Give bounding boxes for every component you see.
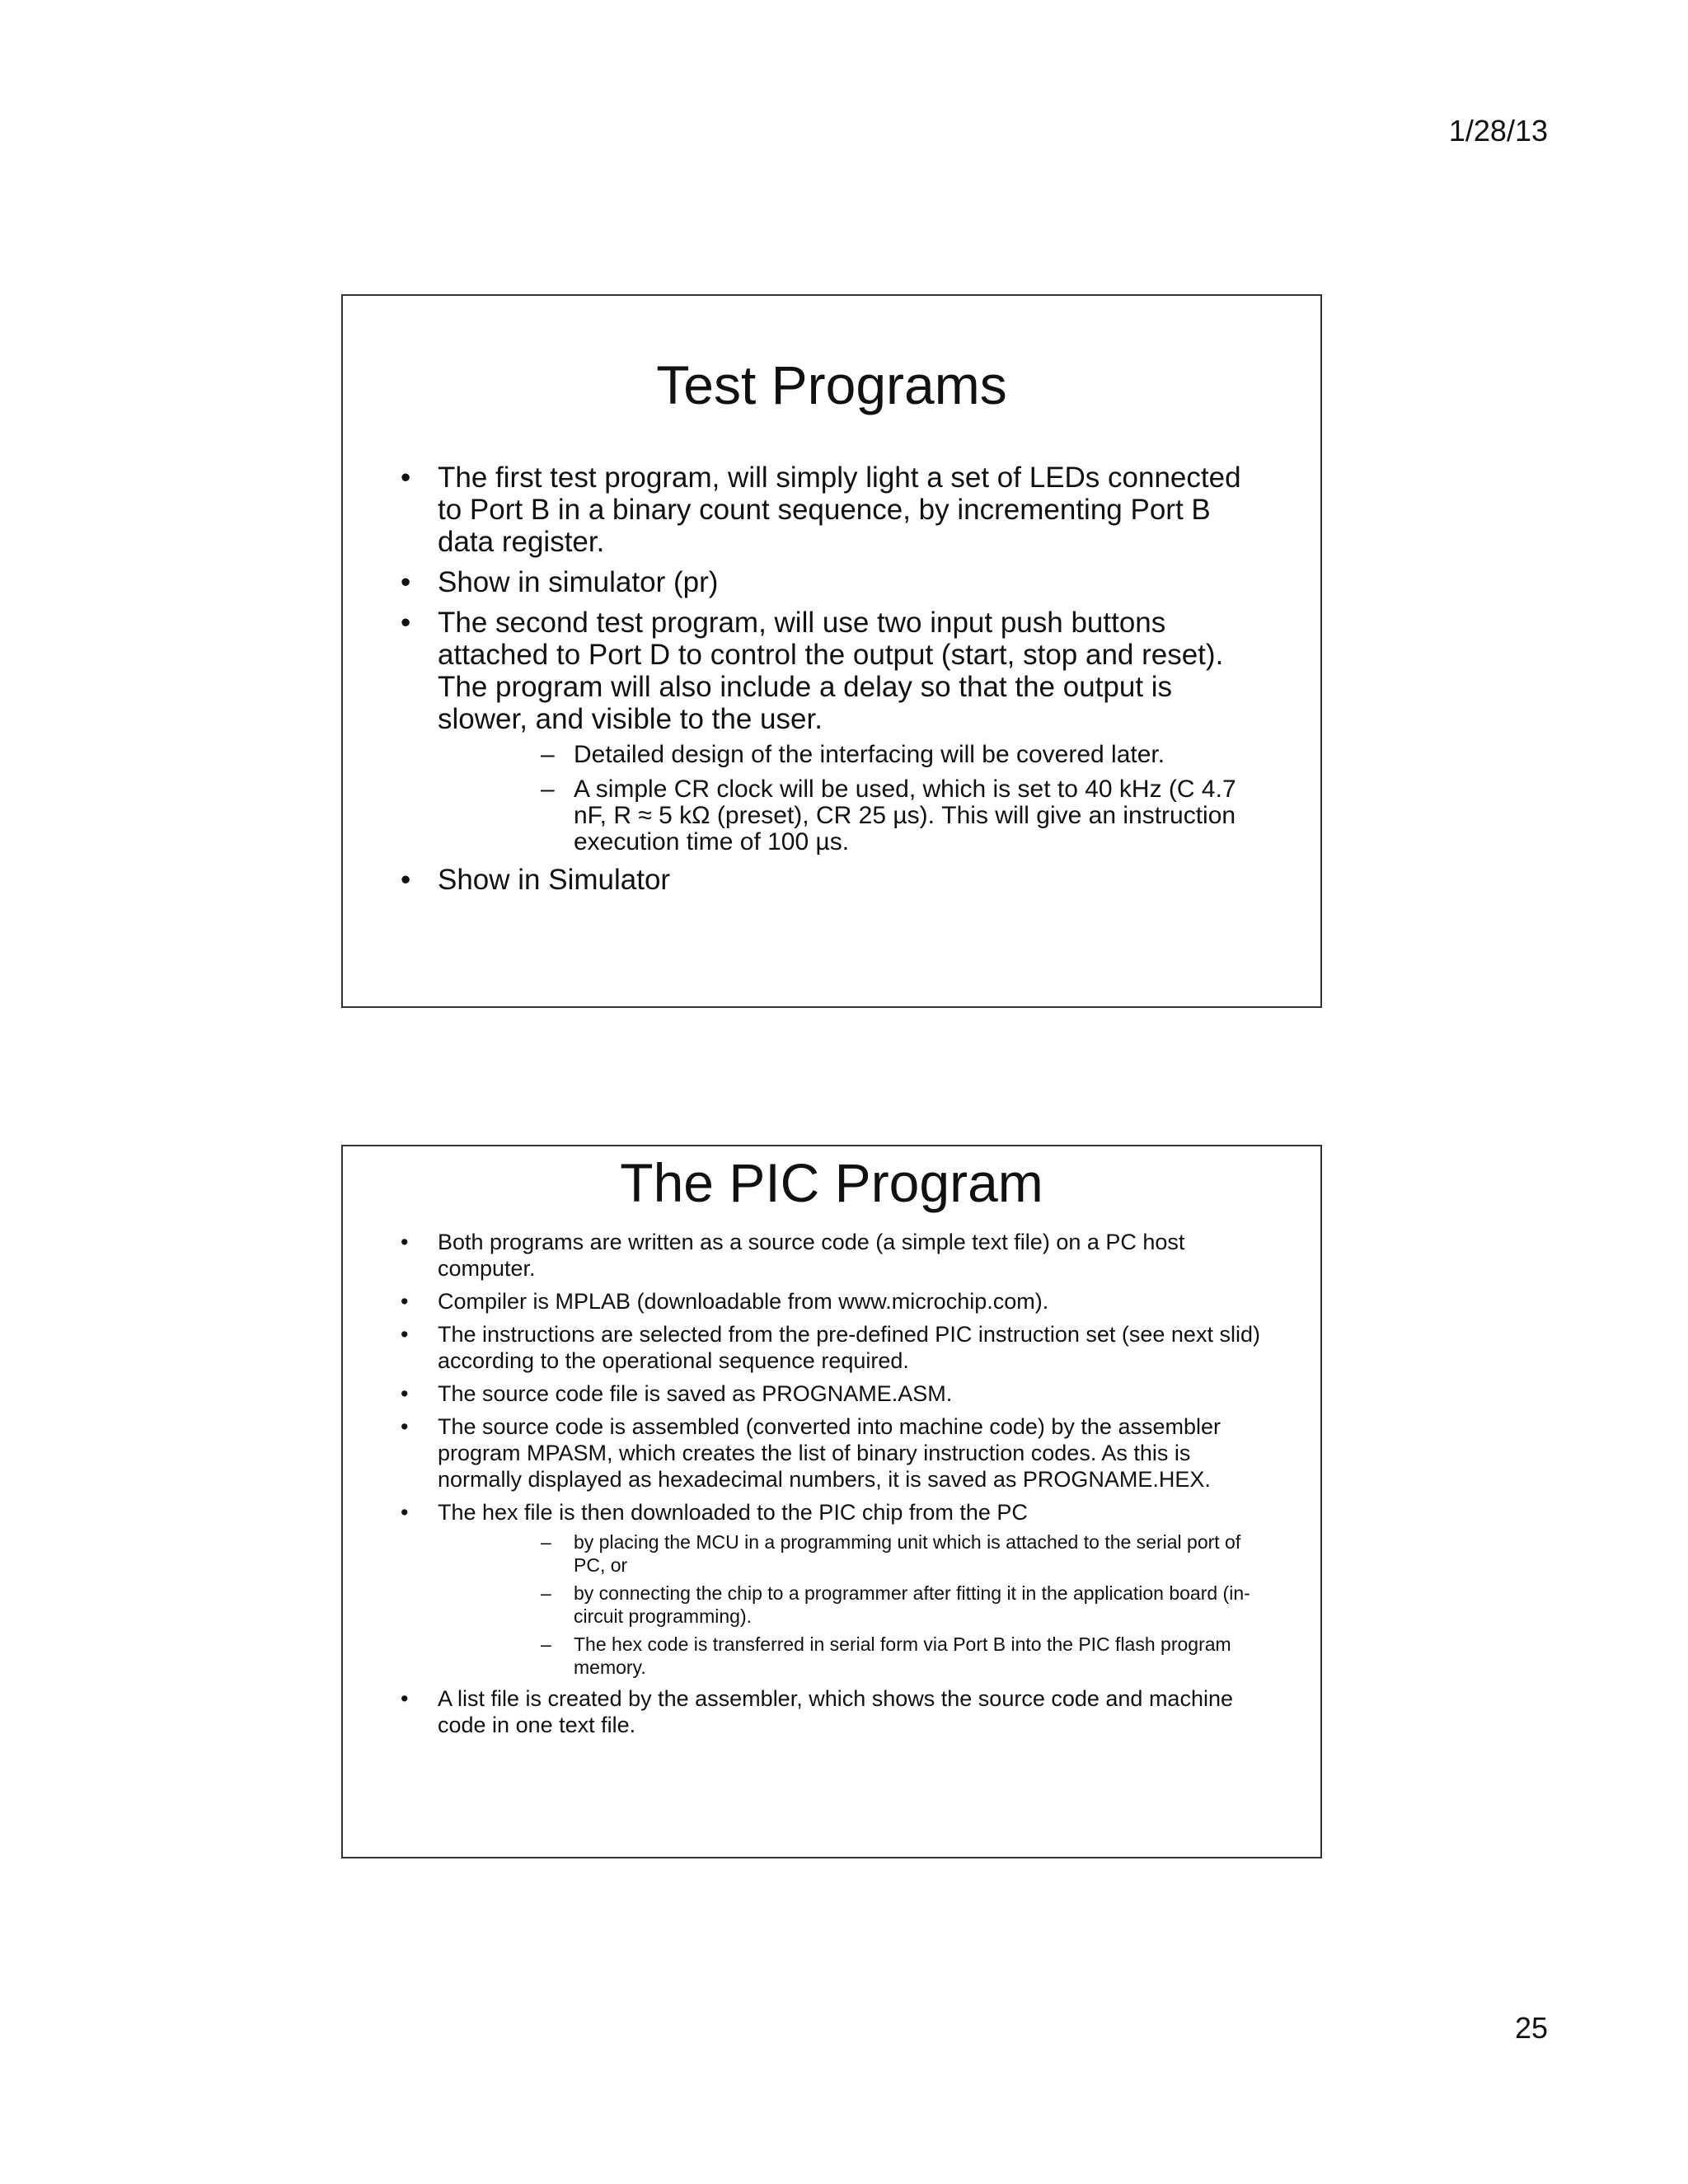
slide-title: Test Programs — [656, 354, 1007, 415]
bullet-icon: • — [401, 1686, 409, 1711]
sub-bullet-text: by placing the MCU in a programming unit which is attached to the serial port of PC, or — [574, 1531, 1241, 1576]
sub-bullet-item — [438, 776, 1263, 855]
bullet-item — [343, 1685, 1263, 1738]
page-date: 1/28/13 — [1448, 114, 1548, 148]
sub-bullet-item — [438, 1530, 1263, 1577]
bullet-item — [343, 1413, 1263, 1493]
dash-icon: – — [541, 741, 555, 768]
bullet-text: Both programs are written as a source code (a simple text file) on a PC host computer. — [438, 1230, 1185, 1281]
bullet-list — [343, 1214, 1320, 1738]
sub-bullet-list — [438, 742, 1263, 855]
sub-bullet-text: by connecting the chip to a programmer after fitting it in the application board (in-circuit programming). — [574, 1582, 1250, 1627]
dash-icon: – — [541, 1582, 551, 1604]
bullet-icon: • — [401, 1381, 409, 1406]
bullet-icon: • — [401, 1414, 409, 1439]
bullet-text: Compiler is MPLAB (downloadable from www.microchip.com). — [438, 1289, 1049, 1314]
bullet-item — [343, 566, 1263, 598]
bullet-text: A list file is created by the assembler, which shows the source code and machine code in one text file. — [438, 1686, 1233, 1737]
sub-bullet-text: A simple CR clock will be used, which is set to 40 kHz (C 4.7 nF, R ≈ 5 kΩ (preset), CR 25 µs). This will give an instruction execution time of 100 µs. — [574, 776, 1236, 855]
bullet-text: The first test program, will simply light a set of LEDs connected to Port B in a binary count sequence, by incrementing Port B data register. — [438, 462, 1241, 558]
bullet-item — [343, 1499, 1263, 1679]
bullet-icon: • — [401, 1289, 409, 1314]
bullet-icon: • — [401, 1500, 409, 1525]
bullet-text: The source code is assembled (converted into machine code) by the assembler program MPASM, which creates the list of binary instruction codes. As this is normally displayed as hexadecimal numbers, it is saved as PROGNAME.HEX. — [438, 1414, 1221, 1492]
bullet-icon: • — [401, 462, 411, 494]
bullet-list — [343, 416, 1320, 896]
bullet-item — [343, 1288, 1263, 1315]
dash-icon: – — [541, 1633, 551, 1655]
bullet-item — [343, 864, 1263, 896]
bullet-text: The instructions are selected from the pre-defined PIC instruction set (see next slid) according to the operational sequence required. — [438, 1322, 1260, 1373]
bullet-icon: • — [401, 864, 411, 896]
bullet-icon: • — [401, 1230, 409, 1254]
page-number: 25 — [1514, 2011, 1548, 2045]
sub-bullet-text: Detailed design of the interfacing will be covered later. — [574, 741, 1165, 768]
dash-icon: – — [541, 1531, 551, 1553]
slide-test-programs — [341, 294, 1322, 1008]
bullet-item — [343, 462, 1263, 558]
sub-bullet-list — [438, 1530, 1263, 1679]
bullet-text: Show in Simulator — [438, 864, 671, 896]
bullet-text: The second test program, will use two input push buttons attached to Port D to control the output (start, stop and reset). The program will also include a delay so that the output is slower, and visible to the user. — [438, 607, 1224, 735]
bullet-icon: • — [401, 1322, 409, 1347]
bullet-item — [343, 607, 1263, 855]
bullet-item — [343, 1321, 1263, 1374]
bullet-item — [343, 1380, 1263, 1407]
bullet-item — [343, 1229, 1263, 1282]
bullet-text: Show in simulator (pr) — [438, 566, 719, 598]
slide-pic-program — [341, 1145, 1322, 1858]
bullet-text: The source code file is saved as PROGNAME.ASM. — [438, 1381, 953, 1406]
bullet-icon: • — [401, 566, 411, 598]
sub-bullet-item — [438, 1582, 1263, 1628]
bullet-text: The hex file is then downloaded to the PIC chip from the PC — [438, 1500, 1028, 1525]
slide-title: The PIC Program — [620, 1152, 1043, 1213]
sub-bullet-text: The hex code is transferred in serial form via Port B into the PIC flash program memory. — [574, 1633, 1231, 1678]
sub-bullet-item — [438, 742, 1263, 768]
bullet-icon: • — [401, 607, 411, 639]
sub-bullet-item — [438, 1633, 1263, 1679]
dash-icon: – — [541, 776, 555, 803]
